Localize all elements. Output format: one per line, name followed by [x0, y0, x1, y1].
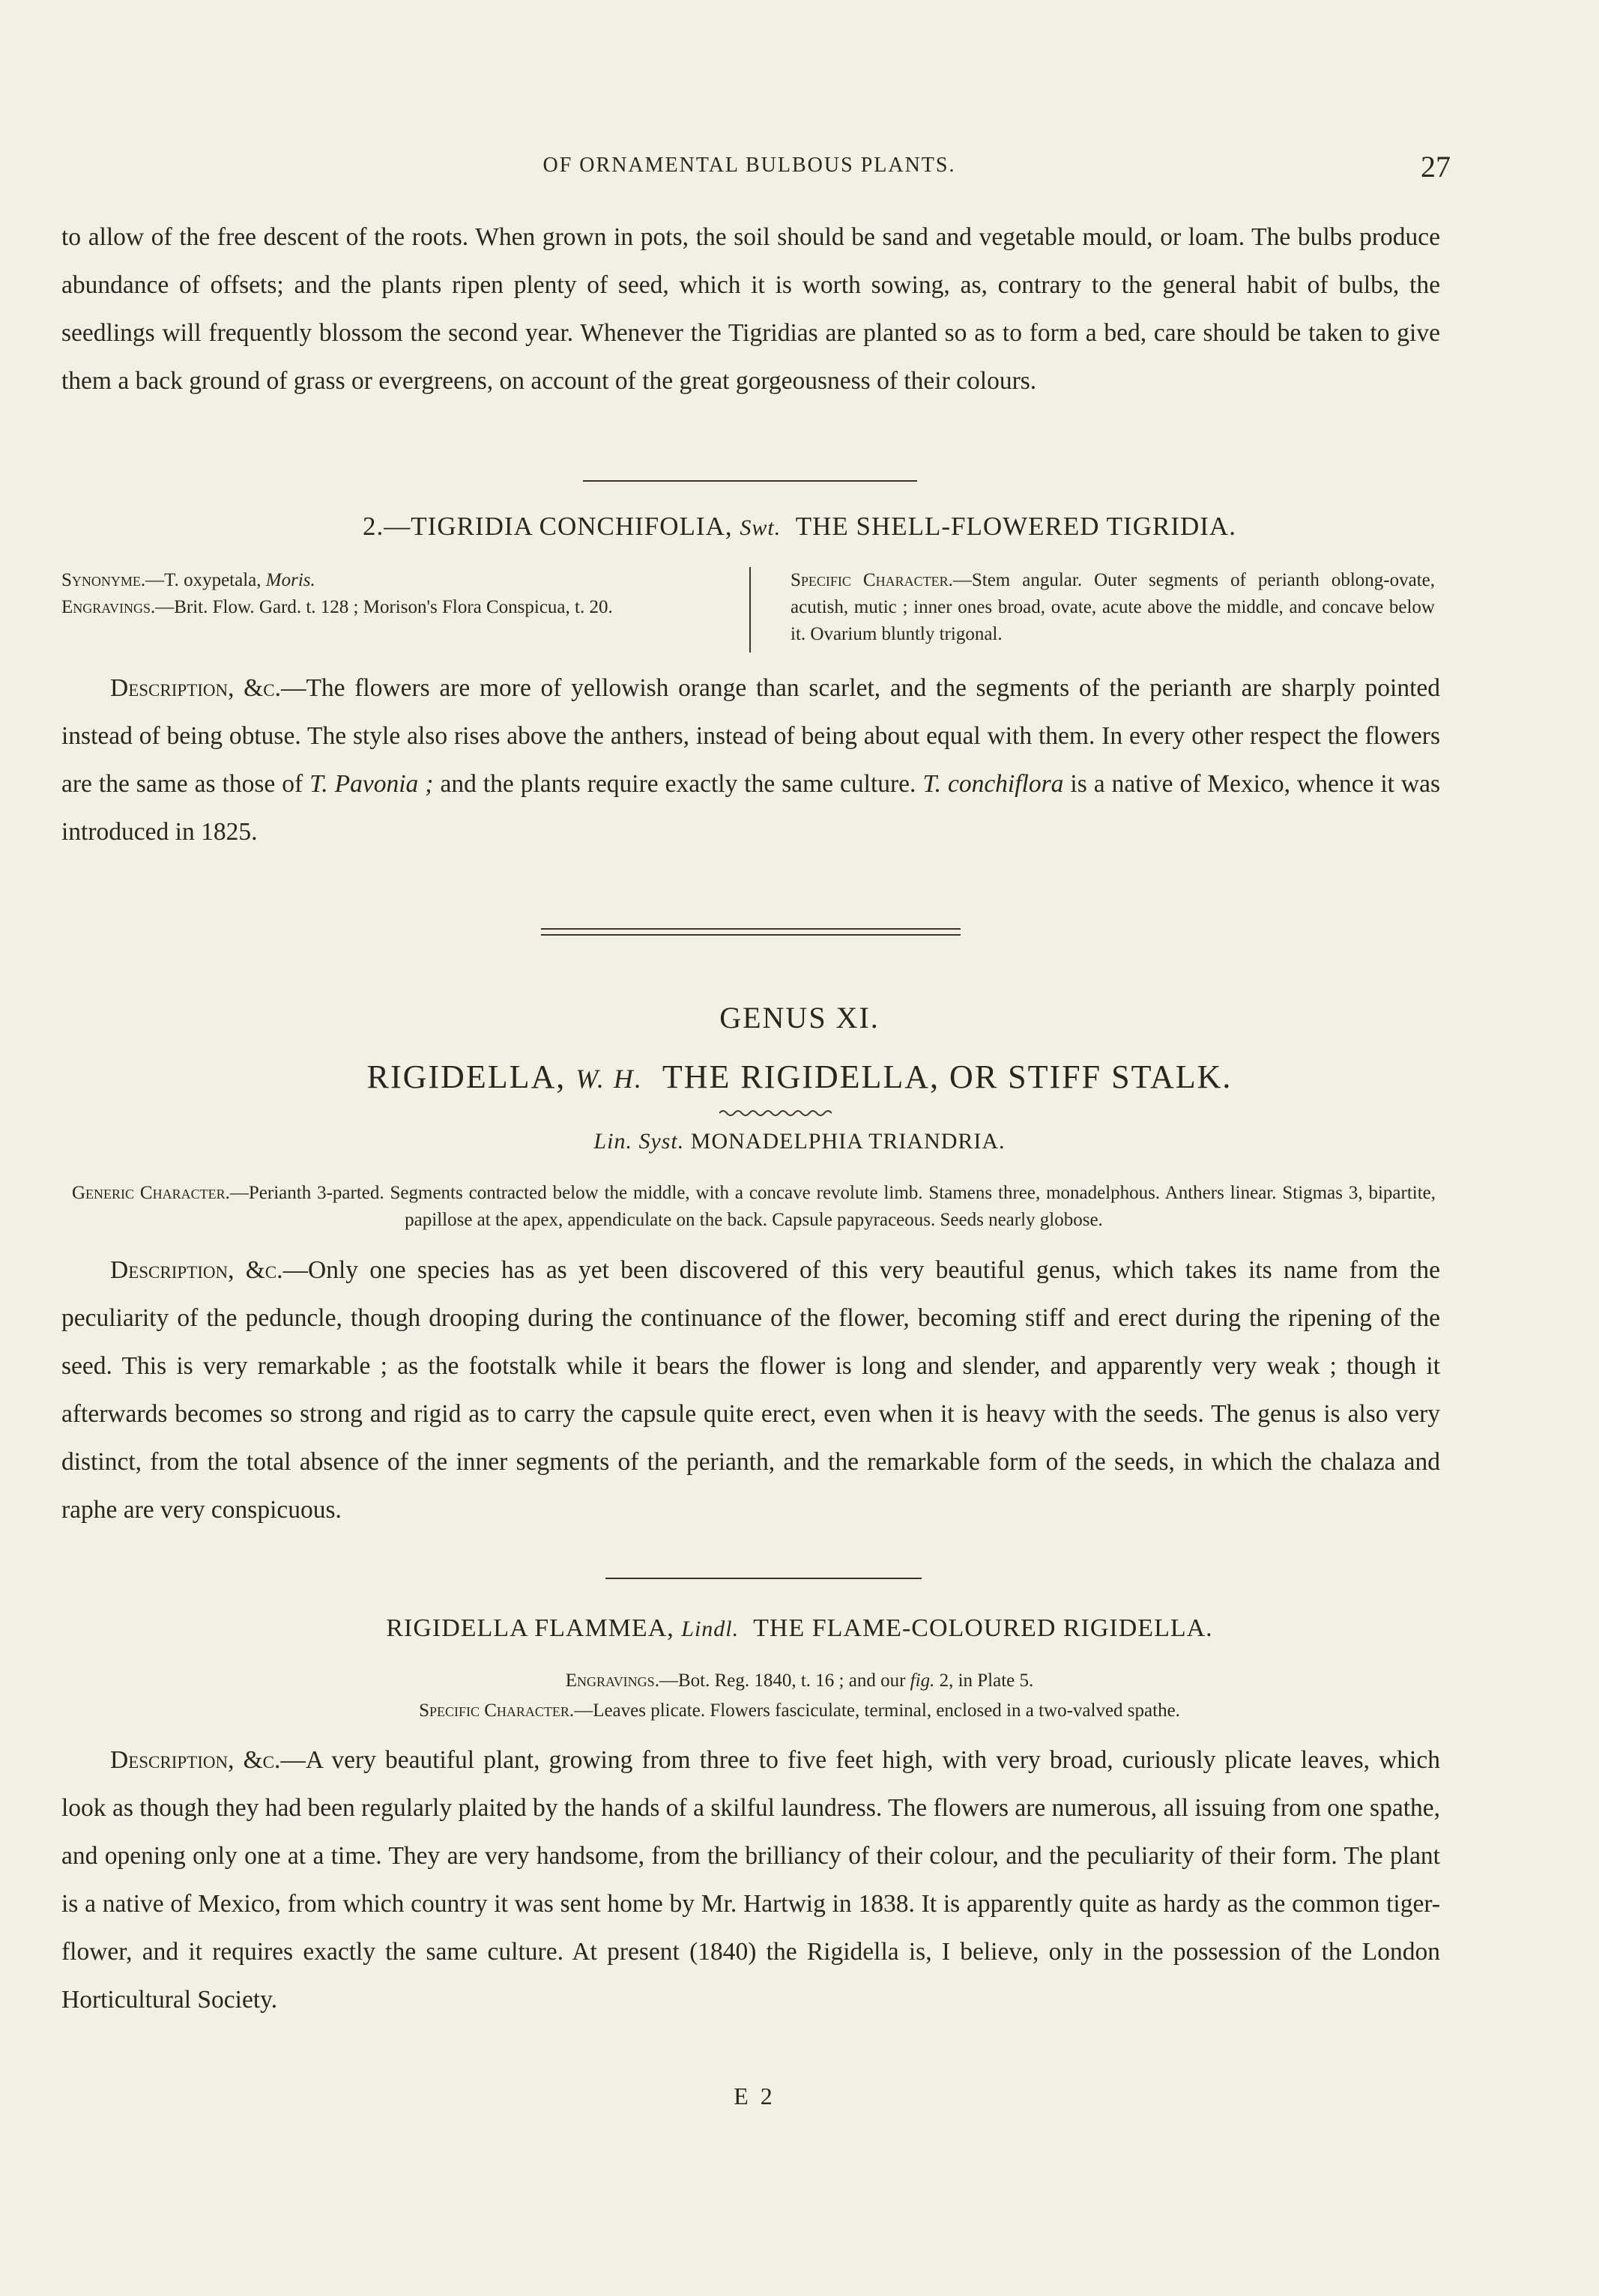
page-header [0, 150, 1599, 191]
section-rule [583, 480, 917, 482]
flammea-description [61, 1736, 1440, 2024]
genus-name: RIGIDELLA, [366, 1058, 566, 1095]
flammea-engravings-fig: fig. [910, 1670, 935, 1691]
genus-heading [0, 1058, 1599, 1096]
species2-title: 2.—TIGRIDIA CONCHIFOLIA, [363, 512, 733, 541]
flammea-specific [0, 1697, 1599, 1724]
description-part2: and the plants require exactly the same culture. [440, 770, 916, 798]
genus-description-label: Description, &c. [110, 1256, 283, 1284]
flammea-common-name: THE FLAME-COLOURED RIGIDELLA. [753, 1614, 1213, 1642]
signature-mark: E 2 [734, 2083, 776, 2109]
section-rule-2 [605, 1578, 922, 1579]
lin-label: Lin. Syst. [593, 1129, 685, 1154]
synonyme-entry [61, 567, 736, 594]
synonyme-text: —T. oxypetala, [145, 570, 262, 590]
page-number: 27 [1421, 150, 1451, 184]
flammea-engravings-tail: 2, in Plate 5. [939, 1670, 1034, 1691]
column-divider [749, 567, 751, 652]
flammea-title: RIGIDELLA FLAMMEA, [386, 1614, 674, 1642]
genus-common-name: THE RIGIDELLA, OR STIFF STALK. [662, 1058, 1233, 1095]
flammea-heading [0, 1614, 1599, 1643]
running-title: OF ORNAMENTAL BULBOUS PLANTS. [542, 154, 956, 177]
species2-common-name: THE SHELL-FLOWERED TIGRIDIA. [795, 512, 1236, 541]
generic-character [72, 1180, 1436, 1234]
description-em2: T. conchiflora [922, 770, 1064, 798]
generic-text: —Perianth 3-parted. Segments contracted below the middle, with a concave revolute limb. Stamens three, monadelphous. Anthers linear. Stigmas 3, bipartite, papillose at the apex, appendiculate on the back. Capsule papyraceous. Seeds nearly globose. [229, 1183, 1436, 1230]
flammea-description-text: —A very beautiful plant, growing from three to five feet high, with very broad, curiously plicate leaves, which look as though they had been regularly plaited by the hands of a skilful laundress. The flowers are numerous, all issuing from one spathe, and opening only one at a time. They are very handsome, from the brilliancy of their colour, and the peculiarity of their form. The plant is a native of Mexico, from which country it was sent home by Mr. Hartwig in 1838. It is apparently quite as hardy as the common tiger-flower, and it requires exactly the same culture. At present (1840) the Rigidella is, I believe, only in the possession of the London Horticultural Society. [61, 1746, 1440, 2014]
species2-heading [0, 512, 1599, 542]
description-part1: —The flowers are more of yellowish orange than scarlet, and the segments of the perianth are sharply pointed instead of being obtuse. The style also rises above the anthers, instead of being about equal with them. In every other respect the flowers are the same as those of [61, 674, 1440, 798]
description-part3: is a native of Mexico, whence it was introduced in 1825. [61, 770, 1441, 846]
engravings-label: Engravings. [61, 597, 156, 617]
intro-text: to allow of the free descent of the roots. When grown in pots, the soil should be sand and vegetable mould, or loam. The bulbs produce abundance of offsets; and the plants ripen plenty of seed, which it is worth sowing, as, contrary to the general habit of bulbs, the seedlings will frequently blossom the second year. Whenever the Tigridias are planted so as to form a bed, care should be taken to give them a back ground of grass or evergreens, on account of the great gorgeousness of their colours. [61, 223, 1440, 395]
flammea-description-label: Description, &c. [110, 1746, 281, 1774]
wavy-rule [719, 1109, 832, 1118]
species2-description [61, 664, 1440, 856]
engravings-entry [61, 594, 736, 621]
synonyme-author: Moris. [265, 570, 315, 590]
description-label: Description, &c. [110, 674, 281, 702]
species2-author: Swt. [740, 515, 782, 540]
intro-paragraph [61, 213, 1440, 405]
description-em1: T. Pavonia ; [309, 770, 434, 798]
genus-description [61, 1247, 1440, 1534]
species2-right-column [791, 567, 1435, 648]
genus-author: W. H. [575, 1064, 643, 1094]
synonyme-label: Synonyme. [61, 570, 146, 590]
flammea-engravings-label: Engravings. [565, 1670, 659, 1691]
flammea-author: Lindl. [681, 1617, 740, 1641]
genus-label: GENUS XI. [719, 1001, 880, 1035]
flammea-engravings-text: —Bot. Reg. 1840, t. 16 ; and our [659, 1670, 906, 1691]
species2-left-column [61, 567, 736, 621]
engravings-text: —Brit. Flow. Gard. t. 128 ; Morison's Flora Conspicua, t. 20. [155, 597, 613, 617]
generic-label: Generic Character. [72, 1183, 230, 1203]
genus-description-text: —Only one species has as yet been discovered of this very beautiful genus, which takes its name from the peculiarity of the peduncle, though drooping during the continuance of the flower, becoming stiff and erect during the ripening of the seed. This is very remarkable ; as the footstalk while it bears the flower is long and slender, and apparently very weak ; though it afterwards becomes so strong and rigid as to carry the capsule quite erect, even when it is heavy with the seeds. The genus is also very distinct, from the total absence of the inner segments of the perianth, and the remarkable form of the seeds, in which the chalaza and raphe are very conspicuous. [61, 1256, 1441, 1524]
specific-text: —Stem angular. Outer segments of perianth oblong-ovate, acutish, mutic ; inner ones broad, ovate, acute above the middle, and concave below it. Ovarium bluntly trigonal. [791, 570, 1435, 644]
lin-text: MONADELPHIA TRIANDRIA. [690, 1129, 1006, 1154]
flammea-engravings [0, 1668, 1599, 1694]
linnaean-system [0, 1129, 1599, 1154]
double-rule [541, 928, 961, 936]
specific-label: Specific Character. [791, 570, 953, 590]
flammea-specific-label: Specific Character. [419, 1700, 575, 1721]
flammea-specific-text: —Leaves plicate. Flowers fasciculate, terminal, enclosed in a two-valved spathe. [574, 1700, 1180, 1721]
